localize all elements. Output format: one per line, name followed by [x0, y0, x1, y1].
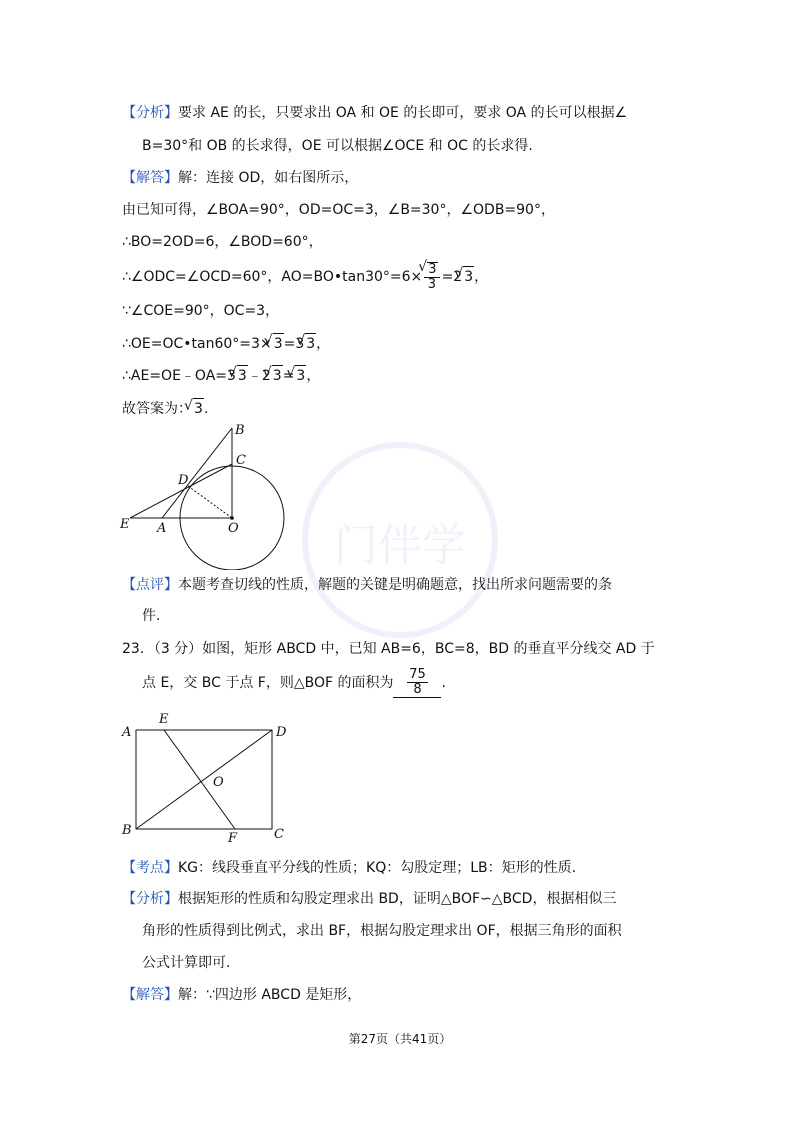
q22-analysis-line-2: B=30°和 OB 的长求得，OE 可以根据∠OCE 和 OC 的长求得. — [142, 138, 533, 154]
q22-step-6: ∴OE=OC•tan60°=3×√ 3=3√ 3， — [122, 333, 330, 354]
comment-tag: 【点评】 — [122, 577, 178, 593]
q22-answer-line-1 — [122, 168, 358, 188]
label-c: C — [274, 827, 284, 842]
label-a: A — [157, 521, 167, 536]
segment-ab — [162, 428, 232, 518]
answer-tag: 【解答】 — [122, 170, 178, 186]
analysis-text: 要求 AE 的长，只要求出 OA 和 OE 的长即可，要求 OA 的长可以根据∠ — [178, 105, 628, 121]
q23-kaodian: 【考点】KG：线段垂直平分线的性质；KQ：勾股定理；LB：矩形的性质. — [122, 860, 577, 876]
q22-final-answer: 故答案为：√ 3. — [122, 398, 208, 419]
page-footer: 第27页（共41页） — [348, 1032, 452, 1046]
q22-analysis-line-1 — [122, 103, 627, 123]
q22-geometry-figure — [110, 420, 310, 570]
analysis-tag: 【分析】 — [122, 105, 178, 121]
label-o: O — [228, 521, 239, 536]
label-c: C — [236, 453, 246, 468]
label-d: D — [178, 473, 189, 488]
label-f: F — [228, 831, 238, 844]
answer-blank: $\frac{75}{8}$ — [393, 668, 441, 698]
q23-analysis-line-1: 【分析】根据矩形的性质和勾股定理求出 BD，证明△BOF∽△BCD，根据相似三 — [122, 891, 617, 907]
q22-step-2: 由已知可得，∠BOA=90°，OD=OC=3，∠B=30°，∠ODB=90°， — [122, 202, 555, 218]
label-o: O — [213, 775, 224, 790]
q23-answer-line-1: 【解答】解：∵四边形 ABCD 是矩形， — [122, 987, 362, 1003]
q22-comment-line-1: 【点评】本题考查切线的性质，解题的关键是明确题意，找出所求问题需要的条 — [122, 577, 612, 593]
q23-analysis-line-3: 公式计算即可. — [142, 955, 231, 971]
fraction-sqrt3-over-3: √ $\frac{3}{3}$ — [424, 262, 439, 292]
label-e: E — [159, 712, 169, 727]
q23-analysis-line-2: 角形的性质得到比例式，求出 BF，根据勾股定理求出 OF，根据三角形的面积 — [142, 923, 622, 939]
label-a: A — [122, 725, 132, 740]
watermark-text: 门伴学 — [334, 520, 466, 571]
label-b: B — [235, 423, 245, 438]
label-b: B — [122, 823, 132, 838]
diagonal-bd — [136, 730, 272, 829]
segment-od-dashed — [188, 486, 232, 518]
q22-step-7: ∴AE=OE﹣OA=3√ 3﹣2√ 3=√ 3， — [122, 365, 320, 386]
label-d: D — [276, 725, 287, 740]
q23-rectangle-figure — [118, 708, 298, 844]
label-e: E — [120, 517, 130, 532]
q22-comment-line-2: 件. — [142, 608, 161, 624]
answer-text: 解：连接 OD，如右图所示， — [178, 170, 359, 186]
q23-stem-line-1: 23．（3 分）如图，矩形 ABCD 中，已知 AB=6，BC=8，BD 的垂直平分线交 AD 于 — [122, 641, 655, 657]
q22-step-3: ∴BO=2OD=6，∠BOD=60°， — [122, 234, 323, 250]
q23-stem-line-2: 点 E，交 BC 于点 F，则△BOF 的面积为 $\frac{75}{8}$ . — [142, 667, 446, 697]
point-o — [230, 516, 234, 520]
segment-ef — [164, 730, 235, 829]
q22-step-4: ∴∠ODC=∠OCD=60°，AO=BO•tan30°=6× √ $\frac{3}{3}$ =2√ 3， — [122, 262, 488, 292]
q22-step-5: ∵∠COE=90°，OC=3， — [122, 303, 280, 319]
